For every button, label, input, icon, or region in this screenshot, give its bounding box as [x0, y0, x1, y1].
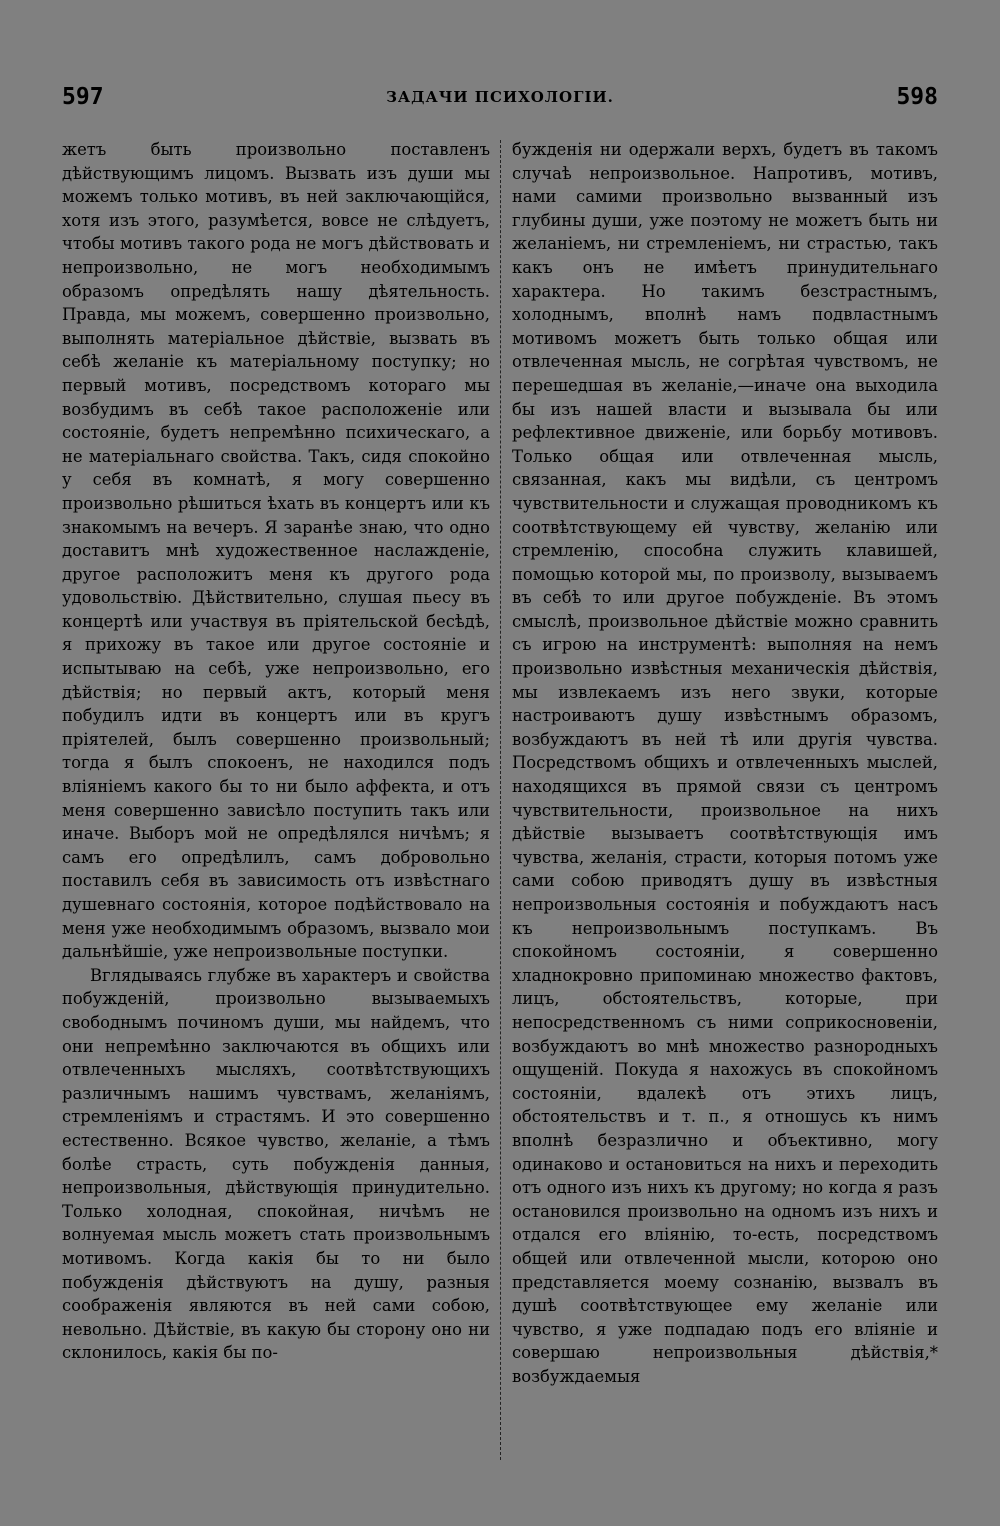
page-number-left: 597: [62, 84, 104, 110]
right-column: [512, 138, 938, 1388]
running-title: ЗАДАЧИ ПСИХОЛОГІИ.: [386, 88, 614, 106]
left-column: [62, 138, 490, 1365]
column-divider: [500, 140, 501, 1460]
right-paragraph-1: бужденія ни одержали верхъ, будетъ въ такомъ случаѣ непроизвольное. Напротивъ, мотивъ, нами самими произвольно вызванный изъ глубины души, уже поэтому не можетъ быть ни желаніемъ, ни стремленіемъ, ни страстью, такъ какъ онъ не имѣетъ принудительнаго характера. Но такимъ безстрастнымъ, холоднымъ, вполнѣ намъ подвластнымъ мотивомъ можетъ быть только общая или отвлеченная мысль, не согрѣтая чувствомъ, не перешедшая въ желаніе,—иначе она выходила бы изъ нашей власти и вызывала бы или рефлективное движеніе, или борьбу мотивовъ. Только общая или отвлеченная мысль, связанная, какъ мы видѣли, съ центромъ чувствительности и служащая проводникомъ къ соотвѣтствующему ей чувству, желанію или стремленію, способна служить клавишей, помощью которой мы, по произволу, вызываемъ въ себѣ то или другое побужденіе. Въ этомъ смыслѣ, произвольное дѣйствіе можно сравнить съ игрою на инструментѣ: выполняя на немъ произвольно извѣстныя механическія дѣйствія, мы извлекаемъ изъ него звуки, которые настроиваютъ душу извѣстнымъ образомъ, возбуждаютъ въ ней тѣ или другія чувства. Посредствомъ общихъ и отвлеченныхъ мыслей, находящихся въ прямой связи съ центромъ чувствительности, произвольное на нихъ дѣйствіе вызываетъ соотвѣтствующія имъ чувства, желанія, страсти, которыя потомъ уже сами собою приводятъ душу въ извѣстныя непроизвольныя состоянія и побуждаютъ насъ къ непроизвольнымъ поступкамъ. Въ спокойномъ состояніи, я совершенно хладнокровно припоминаю множество фактовъ, лицъ, обстоятельствъ, которые, при непосредственномъ съ ними соприкосновеніи, возбуждаютъ во мнѣ множество разнородныхъ ощущеній. Покуда я нахожусь въ спокойномъ состояніи, вдалекѣ отъ этихъ лицъ, обстоятельствъ и т. п., я отношусь къ нимъ вполнѣ безразлично и объективно, могу одинаково и остановиться на нихъ и переходить отъ одного изъ нихъ къ другому; но когда я разъ остановился произвольно на одномъ изъ нихъ и отдался его вліянію, то-есть, посредствомъ общей или отвлеченной мысли, которою оно представляется моему сознанію, вызвалъ въ душѣ соотвѣтствующее ему желаніе или чувство, я уже подпадаю подъ его вліяніе и совершаю непроизвольныя дѣйствія,* возбуждаемыя: [512, 140, 938, 1386]
left-paragraph-2: Вглядываясь глубже въ характеръ и свойства побужденій, произвольно вызываемыхъ свободнымъ починомъ души, мы найдемъ, что они непремѣнно заключаются въ общихъ или отвлеченныхъ мысляхъ, соотвѣтствующихъ различнымъ нашимъ чувствамъ, желаніямъ, стремленіямъ и страстямъ. И это совершенно естественно. Всякое чувство, желаніе, а тѣмъ болѣе страсть, суть побужденія данныя, непроизвольныя, дѣйствующія принудительно. Только холодная, спокойная, ничѣмъ не волнуемая мысль можетъ стать произвольнымъ мотивомъ. Когда какія бы то ни было побужденія дѣйствуютъ на душу, разныя соображенія являются въ ней сами собою, невольно. Дѣйствіе, въ какую бы сторону оно ни склонилось, какія бы по-: [62, 965, 490, 1363]
page-header: [62, 84, 938, 114]
page-number-right: 598: [896, 84, 938, 110]
left-paragraph-1: жетъ быть произвольно поставленъ дѣйствующимъ лицомъ. Вызвать изъ души мы можемъ только мотивъ, въ ней заключающійся, хотя изъ этого, разумѣется, вовсе не слѣдуетъ, чтобы мотивъ такого рода не могъ дѣйствовать и непроизвольно, не могъ необходимымъ образомъ опредѣлять нашу дѣятельность. Правда, мы можемъ, совершенно произвольно, выполнять матеріальное дѣйствіе, вызвать въ себѣ желаніе къ матеріальному поступку; но первый мотивъ, посредствомъ котораго мы возбудимъ въ себѣ такое расположеніе или состояніе, будетъ непремѣнно психическаго, а не матеріальнаго свойства. Такъ, сидя спокойно у себя въ комнатѣ, я могу совершенно произвольно рѣшиться ѣхать въ концертъ или къ знакомымъ на вечеръ. Я заранѣе знаю, что одно доставитъ мнѣ художественное наслажденіе, другое расположитъ меня къ другого рода удовольствію. Дѣйствительно, слушая пьесу въ концертѣ или участвуя въ пріятельской бесѣдѣ, я прихожу въ такое или другое состояніе и испытываю на себѣ, уже непроизвольно, его дѣйствія; но первый актъ, который меня побудилъ идти въ концертъ или въ кругъ пріятелей, былъ совершенно произвольный; тогда я былъ спокоенъ, не находился подъ вліяніемъ какого бы то ни было аффекта, и отъ меня совершенно зависѣло поступить такъ или иначе. Выборъ мой не опредѣлялся ничѣмъ; я самъ его опредѣлилъ, самъ добровольно поставилъ себя въ зависимость отъ извѣстнаго душевнаго состоянія, которое подѣйствовало на меня уже необходимымъ образомъ, вызвало мои дальнѣйшіе, уже непроизвольные поступки.: [62, 140, 490, 962]
